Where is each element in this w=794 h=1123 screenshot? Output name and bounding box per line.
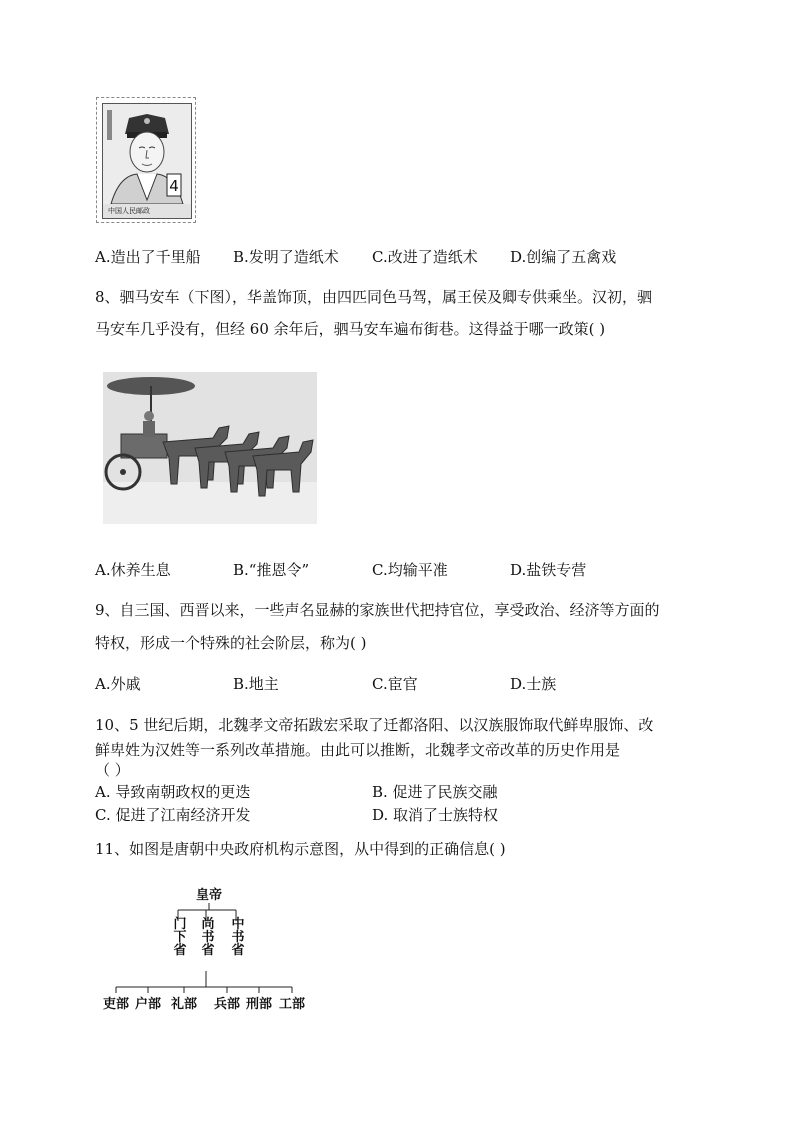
q9-stem-line2: 特权，形成一个特殊的社会阶层，称为( )	[95, 634, 367, 652]
q10-option-c: C. 促进了江南经济开发	[95, 806, 251, 824]
q10-option-b: B. 促进了民族交融	[372, 783, 498, 801]
q8-option-c: C.均输平准	[372, 561, 448, 579]
node-shangshu: 尚书省	[198, 916, 214, 956]
stamp-caption: 中国人民邮政	[108, 207, 150, 215]
q8-stem-line1: 8、驷马安车（下图），华盖饰顶，由四匹同色马驾，属王侯及卿专供乘坐。汉初，驷	[95, 288, 653, 306]
stamp-portrait	[103, 104, 191, 218]
q7-option-b: B.发明了造纸术	[233, 248, 339, 266]
q8-option-a: A.休养生息	[95, 561, 171, 579]
stamp-value: 4	[169, 177, 179, 195]
node-libu-rites: 礼部	[170, 997, 198, 1012]
tang-government-diagram	[96, 883, 326, 1018]
chariot-photo	[103, 372, 317, 524]
q9-option-d: D.士族	[510, 675, 557, 693]
q10-stem-line1: 10、5 世纪后期，北魏孝文帝拓跋宏采取了迁都洛阳、以汉族服饰取代鲜卑服饰、改	[95, 716, 654, 734]
q10-option-d: D. 取消了士族特权	[372, 806, 499, 824]
node-menxia: 门下省	[170, 916, 186, 956]
q7-option-a: A.造出了千里船	[95, 248, 201, 266]
node-emperor: 皇帝	[195, 888, 223, 903]
q9-option-c: C.宦官	[372, 675, 418, 693]
q11-stem: 11、如图是唐朝中央政府机构示意图，从中得到的正确信息( )	[95, 840, 506, 858]
node-hubu: 户部	[134, 997, 162, 1012]
stamp-image	[97, 98, 195, 222]
q9-stem-line1: 9、自三国、西晋以来，一些声名显赫的家族世代把持官位，享受政治、经济等方面的	[95, 601, 660, 619]
q10-stem-line3: （ ）	[95, 761, 130, 779]
q7-option-d: D.创编了五禽戏	[510, 248, 617, 266]
node-zhongshu: 中书省	[228, 916, 244, 956]
node-gongbu: 工部	[278, 997, 306, 1012]
q8-option-b: B.“推恩令”	[233, 561, 310, 579]
q10-option-a: A. 导致南朝政权的更迭	[95, 783, 251, 801]
q9-option-a: A.外戚	[95, 675, 141, 693]
q7-option-c: C.改进了造纸术	[372, 248, 478, 266]
node-xingbu: 刑部	[245, 997, 273, 1012]
q8-option-d: D.盐铁专营	[510, 561, 587, 579]
q10-stem-line2: 鲜卑姓为汉姓等一系列改革措施。由此可以推断，北魏孝文帝改革的历史作用是	[95, 741, 621, 759]
node-libu-personnel: 吏部	[102, 997, 130, 1012]
node-bingbu: 兵部	[213, 997, 241, 1012]
q8-stem-line2: 马安车几乎没有，但经 60 余年后，驷马安车遍布街巷。这得益于哪一政策( )	[95, 320, 606, 338]
q9-option-b: B.地主	[233, 675, 279, 693]
